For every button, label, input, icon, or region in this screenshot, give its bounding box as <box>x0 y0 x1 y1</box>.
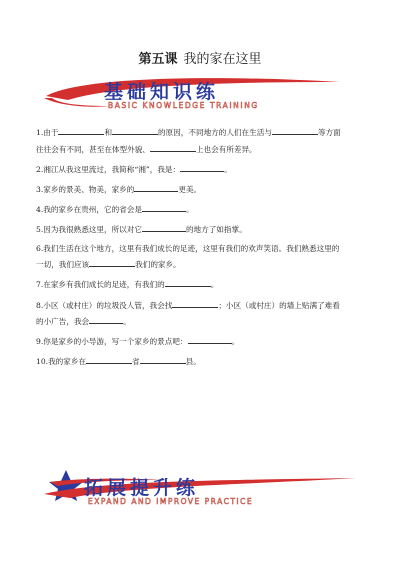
question-8 <box>36 297 366 330</box>
question-text: 湘江从我这里流过，我简称“湘”，我是： <box>43 164 181 174</box>
question-number: 7. <box>36 280 44 290</box>
question-text: 。 <box>231 337 240 347</box>
question-text: 。 <box>185 205 194 215</box>
question-text: 你是家乡的小导游，写一个家乡的景点吧： <box>43 337 188 347</box>
question-text: 我的家乡在 <box>48 357 87 367</box>
answer-blank[interactable] <box>180 161 224 172</box>
banner-expand-improve <box>40 468 360 508</box>
answer-blank[interactable] <box>272 124 318 135</box>
question-4 <box>36 201 366 218</box>
question-text: 家乡的景美、物美，家乡的 <box>43 184 135 194</box>
question-text: 。 <box>210 280 219 290</box>
question-number: 6. <box>36 243 44 253</box>
question-text: ；小区（或村庄）的墙上贴满了难看 <box>218 300 340 310</box>
question-text: 一切，我们应该 <box>36 260 90 270</box>
banner-basic-knowledge <box>40 76 360 112</box>
question-number: 1. <box>36 128 44 137</box>
banner-cn-text: 拓展提升练 <box>84 477 200 499</box>
answer-blank[interactable] <box>165 276 211 287</box>
banner-en-text: BASIC KNOWLEDGE TRAINING <box>108 101 259 110</box>
question-text: 我们的家乡。 <box>135 260 181 270</box>
question-text: 。 <box>224 164 232 174</box>
question-text: 我的家乡在贵州，它的省会是 <box>43 205 142 215</box>
question-number: 3. <box>36 184 44 194</box>
question-2 <box>36 161 366 178</box>
question-text: 和 <box>104 128 113 137</box>
answer-blank[interactable] <box>140 353 186 364</box>
question-text: 的原因，不同地方的人们在生活与 <box>158 128 272 137</box>
question-number: 4. <box>36 205 44 215</box>
question-6 <box>36 242 366 273</box>
question-text: 因为我很熟悉这里，所以对它 <box>43 225 142 235</box>
answer-blank[interactable] <box>142 221 186 232</box>
question-9 <box>36 333 366 350</box>
answer-blank[interactable] <box>86 353 132 364</box>
banner-graphic <box>40 76 360 112</box>
question-text: 在家乡有我们成长的足迹，有我们的 <box>43 280 165 290</box>
question-number: 2. <box>36 164 44 174</box>
question-text: 的小广告，我会 <box>36 317 90 327</box>
answer-blank[interactable] <box>134 181 178 192</box>
answer-blank[interactable] <box>188 333 232 344</box>
banner-en-text: EXPAND AND IMPROVE PRACTICE <box>88 497 254 506</box>
answer-blank[interactable] <box>112 124 158 135</box>
question-text: 县。 <box>185 357 201 367</box>
question-list <box>36 124 366 374</box>
question-text: 我们生活在这个地方，这里有我们成长的足迹，这里有我们的欢声笑语。我们熟悉这里的 <box>43 243 340 253</box>
question-number: 8. <box>36 300 44 310</box>
question-text: 。 <box>123 317 131 327</box>
question-text: 省 <box>132 357 140 367</box>
swoosh-tail <box>44 98 110 107</box>
question-7 <box>36 276 366 293</box>
question-text: 的地方了如指掌。 <box>185 225 247 235</box>
answer-blank[interactable] <box>89 256 135 267</box>
question-text: 往往会有不同，甚至在体型外貌、 <box>36 144 150 154</box>
answer-blank[interactable] <box>89 313 123 324</box>
question-text: 小区（或村庄）的垃圾没人管，我会找 <box>43 300 173 310</box>
question-text: 上也会有所差异。 <box>195 144 257 154</box>
banner-cn-text: 基础知识练 <box>104 81 220 103</box>
question-number: 5. <box>36 225 44 235</box>
answer-blank[interactable] <box>58 124 104 135</box>
question-number: 10. <box>36 357 49 367</box>
question-3 <box>36 181 366 198</box>
question-5 <box>36 221 366 238</box>
answer-blank[interactable] <box>142 201 186 212</box>
page-title <box>0 52 400 68</box>
question-10 <box>36 353 366 370</box>
question-text: 由于 <box>43 128 59 137</box>
lesson-number: 第五课 <box>138 52 178 67</box>
question-1 <box>36 124 366 157</box>
answer-blank[interactable] <box>150 141 196 152</box>
question-text: 等方面 <box>317 128 341 137</box>
lesson-title: 我的家在这里 <box>183 52 262 67</box>
question-text: 更美。 <box>178 184 202 194</box>
banner-graphic <box>40 468 360 508</box>
question-number: 9. <box>36 337 44 347</box>
answer-blank[interactable] <box>172 297 218 308</box>
